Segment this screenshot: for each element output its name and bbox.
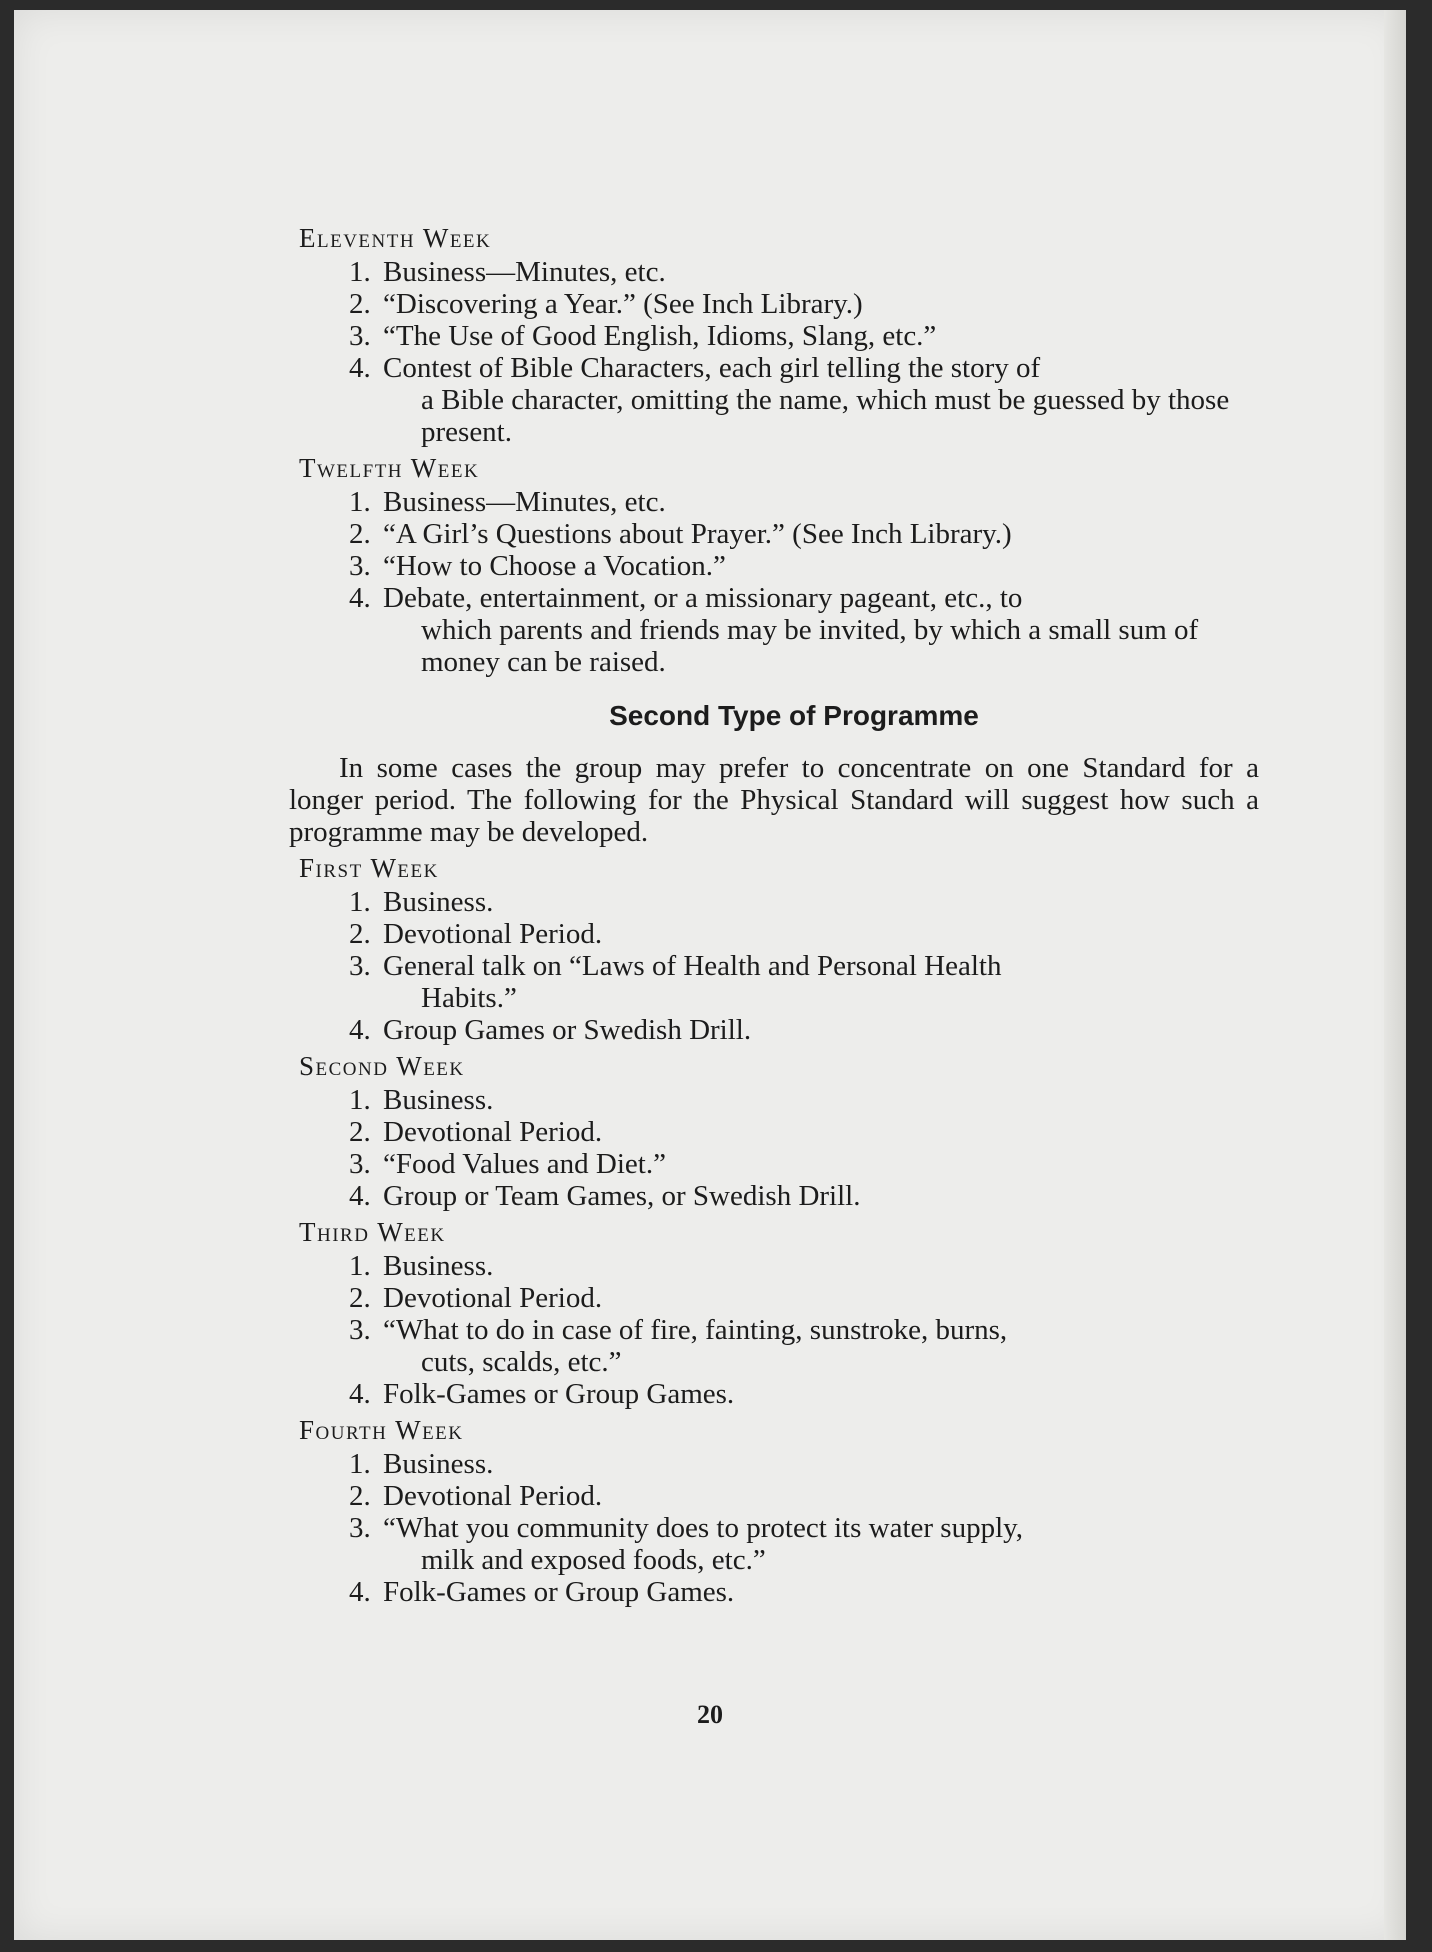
item-text-wrapper [383, 1378, 1259, 1410]
item-number: 3. [349, 950, 371, 982]
list-item [349, 1116, 1259, 1148]
item-text: Business. [383, 1448, 494, 1480]
item-number: 2. [349, 288, 371, 320]
item-number: 4. [349, 1014, 371, 1046]
item-text: Debate, entertainment, or a missionary pageant, etc., to [383, 582, 1023, 614]
item-text: Devotional Period. [383, 1282, 603, 1314]
item-number: 3. [349, 550, 371, 582]
item-text: Contest of Bible Characters, each girl telling the story of [383, 352, 1041, 384]
item-number: 1. [349, 486, 371, 518]
item-text-wrapper [383, 1014, 1259, 1046]
item-number: 1. [349, 1448, 371, 1480]
item-text: Group or Team Games, or Swedish Drill. [383, 1180, 861, 1212]
weeks-part-1 [289, 222, 1259, 678]
item-number: 1. [349, 1250, 371, 1282]
item-text-continuation: Habits.” [421, 982, 517, 1014]
list-item [349, 1084, 1259, 1116]
item-text-continuation: milk and exposed foods, etc.” [421, 1544, 766, 1576]
item-number: 4. [349, 352, 371, 384]
list-item [349, 1480, 1259, 1512]
list-item [349, 1148, 1259, 1180]
item-text-continuation: which parents and friends may be invited, by which a small sum of money can be raised. [421, 614, 1199, 678]
list-item [349, 1314, 1259, 1378]
item-text-wrapper [383, 288, 1259, 320]
list-item [349, 918, 1259, 950]
item-number: 2. [349, 918, 371, 950]
item-number: 1. [349, 256, 371, 288]
list-item [349, 288, 1259, 320]
list-item [349, 256, 1259, 288]
week-item-list [349, 1448, 1259, 1608]
item-number: 3. [349, 1512, 371, 1544]
item-text: Business. [383, 886, 494, 918]
week-item-list [349, 1250, 1259, 1410]
item-text: “What you community does to protect its water supply, [383, 1512, 1024, 1544]
item-text: Business. [383, 1084, 494, 1116]
item-text-wrapper [383, 1116, 1259, 1148]
weeks-part-2 [289, 852, 1259, 1608]
item-number: 2. [349, 1116, 371, 1148]
list-item [349, 1180, 1259, 1212]
list-item [349, 1014, 1259, 1046]
item-text-wrapper [383, 550, 1259, 582]
item-text-wrapper [383, 1576, 1259, 1608]
list-item [349, 320, 1259, 352]
item-number: 1. [349, 1084, 371, 1116]
item-text-wrapper [383, 582, 1259, 678]
list-item [349, 886, 1259, 918]
list-item [349, 1282, 1259, 1314]
page-edge [1384, 10, 1406, 1940]
list-item [349, 1250, 1259, 1282]
item-text-wrapper [383, 1512, 1259, 1576]
item-text: Business—Minutes, etc. [383, 486, 666, 518]
item-number: 2. [349, 1282, 371, 1314]
item-text-continuation: cuts, scalds, etc.” [421, 1346, 622, 1378]
list-item [349, 582, 1259, 678]
item-text-wrapper [383, 1084, 1259, 1116]
list-item [349, 950, 1259, 1014]
item-text-wrapper [383, 950, 1259, 1014]
item-number: 3. [349, 1314, 371, 1346]
item-number: 4. [349, 1180, 371, 1212]
week-heading: Third Week [299, 1217, 446, 1247]
item-text: “The Use of Good English, Idioms, Slang, etc.” [383, 320, 937, 352]
item-text: “Food Values and Diet.” [383, 1148, 666, 1180]
list-item [349, 550, 1259, 582]
item-text: “A Girl’s Questions about Prayer.” (See Inch Library.) [383, 518, 1012, 550]
week-heading: Twelfth Week [299, 453, 480, 483]
week-item-list [349, 1084, 1259, 1212]
intro-paragraph: In some cases the group may prefer to concentrate on one Standard for a longer period. The following for the Physical Standard will suggest how such a programme may be developed. [289, 752, 1259, 848]
item-text: Business. [383, 1250, 494, 1282]
week-heading: Eleventh Week [299, 223, 492, 253]
item-text: “What to do in case of fire, fainting, sunstroke, burns, [383, 1314, 1008, 1346]
item-number: 4. [349, 582, 371, 614]
week-item-list [349, 886, 1259, 1046]
item-text-wrapper [383, 1480, 1259, 1512]
item-text-wrapper [383, 918, 1259, 950]
item-text-continuation: a Bible character, omitting the name, which must be guessed by those present. [421, 384, 1230, 448]
item-text-wrapper [383, 1180, 1259, 1212]
list-item [349, 352, 1259, 448]
item-number: 2. [349, 1480, 371, 1512]
list-item [349, 1448, 1259, 1480]
item-number: 3. [349, 1148, 371, 1180]
item-text-wrapper [383, 1250, 1259, 1282]
week-heading: Second Week [299, 1051, 465, 1081]
item-text: “How to Choose a Vocation.” [383, 550, 726, 582]
item-text-wrapper [383, 1148, 1259, 1180]
item-text: Folk-Games or Group Games. [383, 1378, 735, 1410]
item-number: 4. [349, 1378, 371, 1410]
book-page [14, 10, 1406, 1940]
item-number: 1. [349, 886, 371, 918]
list-item [349, 1576, 1259, 1608]
week-heading: Fourth Week [299, 1415, 464, 1445]
item-text: “Discovering a Year.” (See Inch Library.) [383, 288, 863, 320]
item-text-wrapper [383, 1282, 1259, 1314]
item-number: 2. [349, 518, 371, 550]
item-text-wrapper [383, 886, 1259, 918]
item-text-wrapper [383, 486, 1259, 518]
item-text-wrapper [383, 518, 1259, 550]
week-item-list [349, 256, 1259, 448]
item-text-wrapper [383, 256, 1259, 288]
item-text: Folk-Games or Group Games. [383, 1576, 735, 1608]
item-text-wrapper [383, 352, 1259, 448]
item-number: 3. [349, 320, 371, 352]
item-text: Group Games or Swedish Drill. [383, 1014, 752, 1046]
week-item-list [349, 486, 1259, 678]
item-text: General talk on “Laws of Health and Personal Health [383, 950, 1002, 982]
item-text: Devotional Period. [383, 1480, 603, 1512]
section-title: Second Type of Programme [609, 700, 979, 731]
list-item [349, 518, 1259, 550]
item-text: Business—Minutes, etc. [383, 256, 666, 288]
item-number: 4. [349, 1576, 371, 1608]
item-text: Devotional Period. [383, 1116, 603, 1148]
list-item [349, 486, 1259, 518]
item-text-wrapper [383, 1448, 1259, 1480]
item-text: Devotional Period. [383, 918, 603, 950]
list-item [349, 1512, 1259, 1576]
page-number: 20 [697, 1700, 723, 1729]
item-text-wrapper [383, 320, 1259, 352]
item-text-wrapper [383, 1314, 1259, 1378]
week-heading: First Week [299, 853, 439, 883]
page-content [289, 220, 1259, 1612]
list-item [349, 1378, 1259, 1410]
